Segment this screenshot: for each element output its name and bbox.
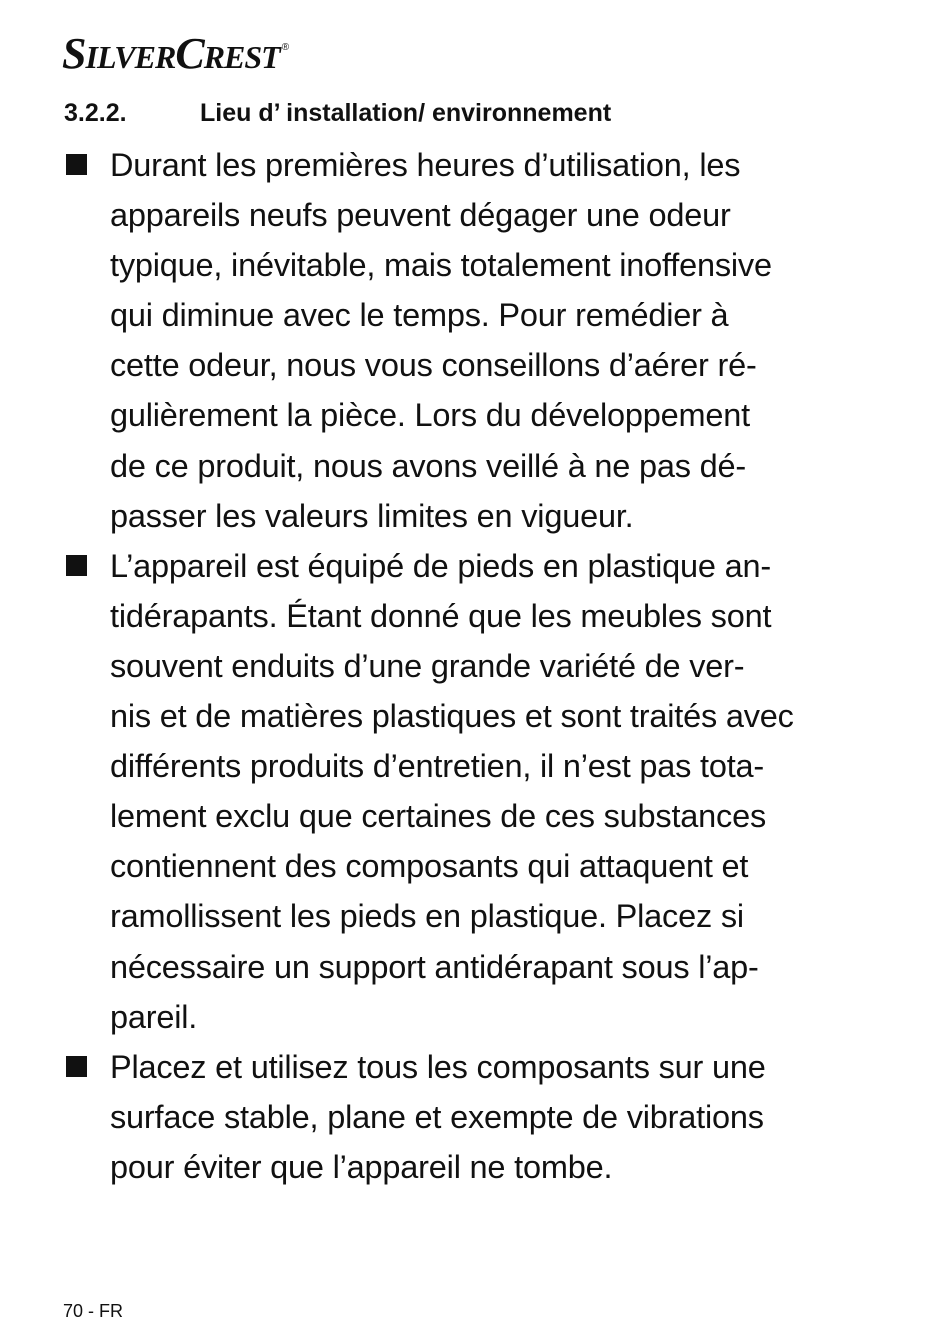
text-line: nécessaire un support antidérapant sous l’ap- (110, 948, 759, 985)
text-line: cette odeur, nous vous conseillons d’aérer ré- (110, 347, 757, 384)
page-number: 70 - FR (63, 1301, 124, 1321)
text-line: souvent enduits d’une grande variété de ver- (110, 647, 745, 684)
bullet-list (64, 140, 864, 1192)
text-line: qui diminue avec le temps. Pour remédier à (110, 297, 729, 334)
text-line: passer les valeurs limites en vigueur. (110, 497, 634, 534)
text-line: surface stable, plane et exempte de vibrations (110, 1098, 764, 1135)
text-line: L’appareil est équipé de pieds en plastique an- (110, 547, 771, 584)
text-line: pareil. (110, 998, 198, 1035)
text-line: tidérapants. Étant donné que les meubles sont (110, 597, 772, 634)
bullet-item-surface (64, 1042, 864, 1192)
bullet-item-feet (64, 541, 864, 1042)
section-number: 3.2.2. (64, 99, 127, 127)
silvercrest-logo: SILVERCREST ® (62, 29, 289, 78)
text-line: pour éviter que l’appareil ne tombe. (110, 1148, 613, 1185)
text-line: lement exclu que certaines de ces substances (110, 798, 767, 835)
square-bullet-icon (66, 555, 87, 576)
text-line: Durant les premières heures d’utilisation, les (110, 147, 741, 183)
text-line: Placez et utilisez tous les composants sur une (110, 1048, 766, 1085)
square-bullet-icon (66, 154, 87, 175)
text-line: différents produits d’entretien, il n’est pas tota- (110, 748, 765, 785)
text-line: typique, inévitable, mais totalement inoffensive (110, 247, 772, 284)
text-line: de ce produit, nous avons veillé à ne pas dé- (110, 447, 747, 484)
text-line: appareils neufs peuvent dégager une odeur (110, 197, 731, 234)
section-title: Lieu d’ installation/ environnement (200, 99, 612, 127)
bullet-item-odour (64, 140, 864, 541)
text-line: ramollissent les pieds en plastique. Placez si (110, 898, 744, 935)
square-bullet-icon (66, 1056, 87, 1077)
text-line: nis et de matières plastiques et sont traités avec (110, 698, 794, 735)
section-heading (64, 96, 611, 130)
text-line: gulièrement la pièce. Lors du développement (110, 397, 751, 434)
text-line: contiennent des composants qui attaquent et (110, 848, 749, 885)
